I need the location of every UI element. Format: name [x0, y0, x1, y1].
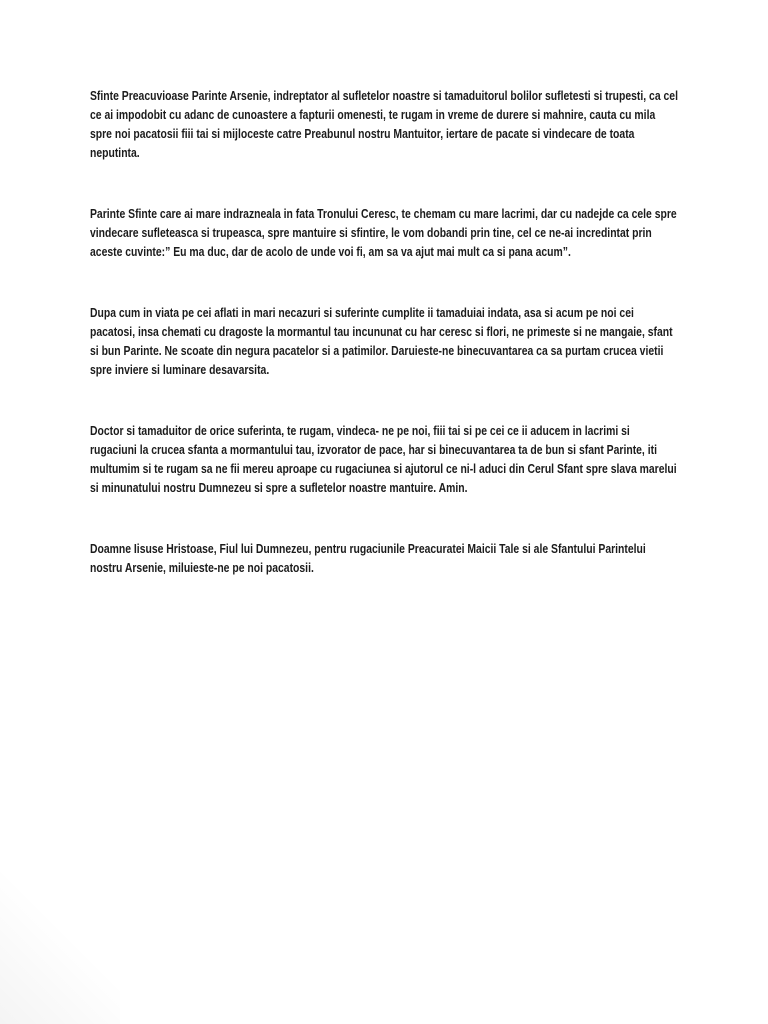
prayer-paragraph-3: Dupa cum in viata pe cei aflati in mari necazuri si suferinte cumplite ii tamaduiai indata, asa si acum pe noi cei pacatosi, insa chemati cu dragoste la mormantul tau incununat cu har ceresc si flori, ne primeste si ne mangaie, sfant si bun Parinte. Ne scoate din negura pacatelor si a patimilor. Daruieste-ne binecuvantarea ca sa purtam crucea vietii spre inviere si luminare desavarsita. [90, 305, 673, 377]
page-curl-shadow [0, 854, 120, 1024]
prayer-paragraph-1: Sfinte Preacuvioase Parinte Arsenie, indreptator al sufletelor noastre si tamaduitorul bolilor sufletesti si trupesti, ca cel ce ai impodobit cu adanc de cunoastere a fapturii omenesti, te rugam in vreme de durere si mahnire, cauta cu mila spre noi pacatosii fiii tai si mijloceste catre Preabunul nostru Mantuitor, iertare de pacate si vindecare de toata neputinta. [90, 88, 678, 160]
prayer-paragraph-2: Parinte Sfinte care ai mare indrazneala in fata Tronului Ceresc, te chemam cu mare lacrimi, dar cu nadejde ca cele spre vindecare sufleteasca si trupeasca, spre mantuire si sfintire, le vom dobandi prin tine, cel ce ne-ai incredintat prin aceste cuvinte:” Eu ma duc, dar de acolo de unde voi fi, am sa va ajut mai mult ca si pana acum”. [90, 206, 677, 259]
prayer-paragraph-4: Doctor si tamaduitor de orice suferinta, te rugam, vindeca- ne pe noi, fiii tai si pe cei ce ii aducem in lacrimi si rugaciuni la crucea sfanta a mormantului tau, izvorator de pace, har si binecuvantarea ta de bun si sfant Parinte, iti multumim si te rugam sa ne fii mereu aproape cu rugaciunea si ajutorul ce ni-l aduci din Cerul Sfant spre slava marelui si minunatului nostru Dumnezeu si spre a sufletelor noastre mantuire. Amin. [90, 423, 677, 495]
prayer-paragraph-5: Doamne Iisuse Hristoase, Fiul lui Dumnezeu, pentru rugaciunile Preacuratei Maicii Tale si ale Sfantului Parintelui nostru Arsenie, miluieste-ne pe noi pacatosii. [90, 541, 646, 575]
document-body [90, 86, 678, 619]
